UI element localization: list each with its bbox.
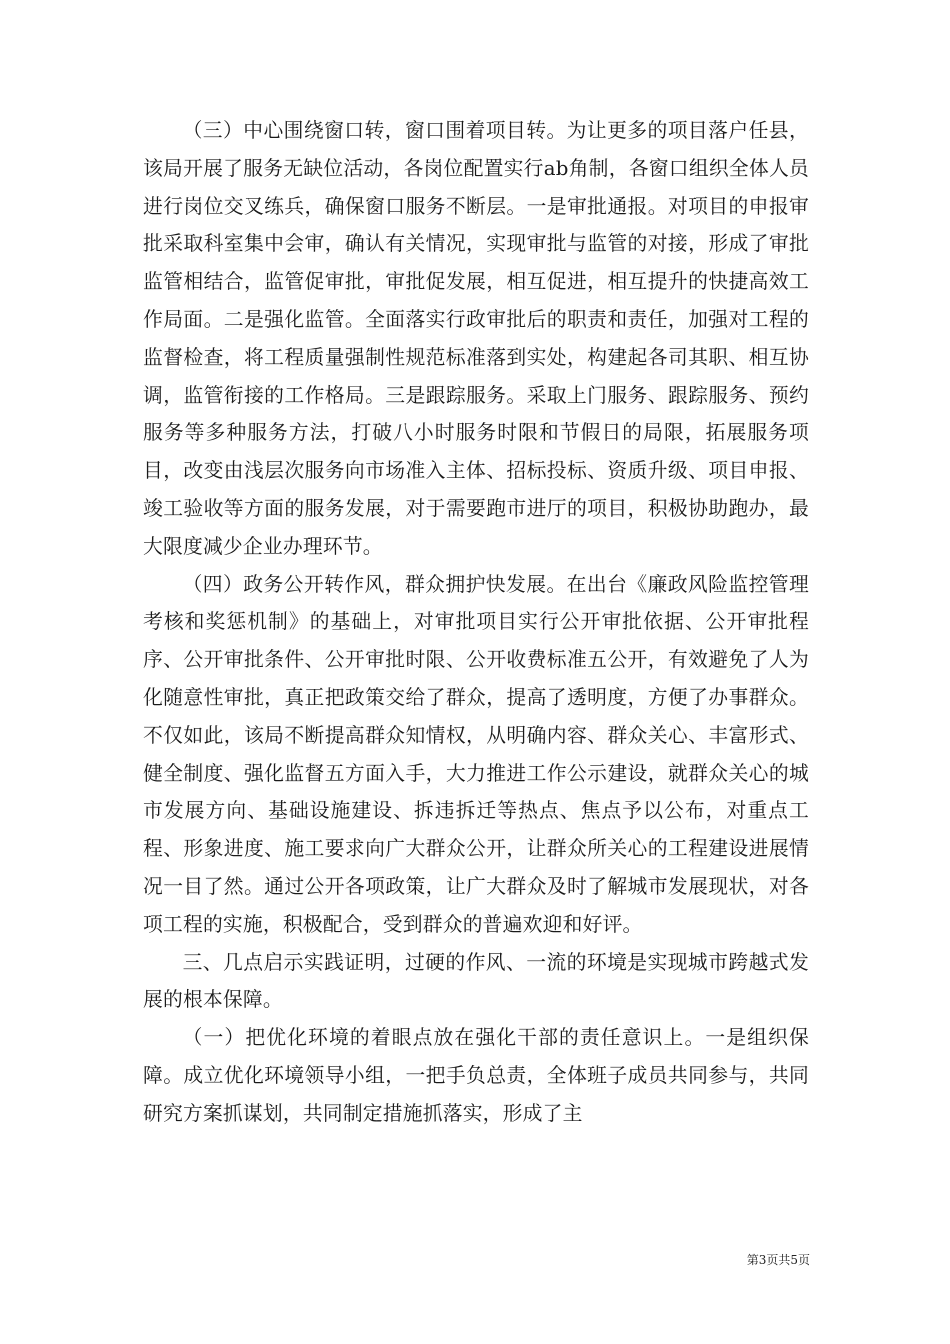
paragraph-section-3: （三）中心围绕窗口转，窗口围着项目转。为让更多的项目落户任县，该局开展了服务无缺位活动，各岗位配置实行ab角制，各窗口组织全体人员进行岗位交叉练兵，确保窗口服务不断层。一是审批通报。对项目的申报审批采取科室集中会审，确认有关情况，实现审批与监管的对接，形成了审批监管相结合，监管促审批，审批促发展，相互促进，相互提升的快捷高效工作局面。二是强化监管。全面落实行政审批后的职责和责任，加强对工程的监督检查，将工程质量强制性规范标准落到实处，构建起各司其职、相互协调，监管衔接的工作格局。三是跟踪服务。采取上门服务、跟踪服务、预约服务等多种服务方法，打破八小时服务时限和节假日的局限，拓展服务项目，改变由浅层次服务向市场准入主体、招标投标、资质升级、项目申报、竣工验收等方面的服务发展，对于需要跑市进厅的项目，积极协助跑办，最大限度减少企业办理环节。 <box>143 119 809 558</box>
paragraph-insights-heading: 三、几点启示实践证明，过硬的作风、一流的环境是实现城市跨越式发展的根本保障。 <box>143 950 809 1012</box>
paragraph-insight-1: （一）把优化环境的着眼点放在强化干部的责任意识上。一是组织保障。成立优化环境领导小组，一把手负总责，全体班子成员共同参与，共同研究方案抓谋划，共同制定措施抓落实，形成了主 <box>143 1026 809 1125</box>
document-body <box>143 112 809 1133</box>
paragraph-section-4: （四）政务公开转作风，群众拥护快发展。在出台《廉政风险监控管理考核和奖惩机制》的基础上，对审批项目实行公开审批依据、公开审批程序、公开审批条件、公开审批时限、公开收费标准五公开，有效避免了人为化随意性审批，真正把政策交给了群众，提高了透明度，方便了办事群众。不仅如此，该局不断提高群众知情权，从明确内容、群众关心、丰富形式、健全制度、强化监督五方面入手，大力推进工作公示建设，就群众关心的城市发展方向、基础设施建设、拆违拆迁等热点、焦点予以公布，对重点工程、形象进度、施工要求向广大群众公开，让群众所关心的工程建设进展情况一目了然。通过公开各项政策，让广大群众及时了解城市发展现状，对各项工程的实施，积极配合，受到群众的普遍欢迎和好评。 <box>143 572 809 936</box>
page-number-footer: 第3页共5页 <box>746 1253 810 1267</box>
